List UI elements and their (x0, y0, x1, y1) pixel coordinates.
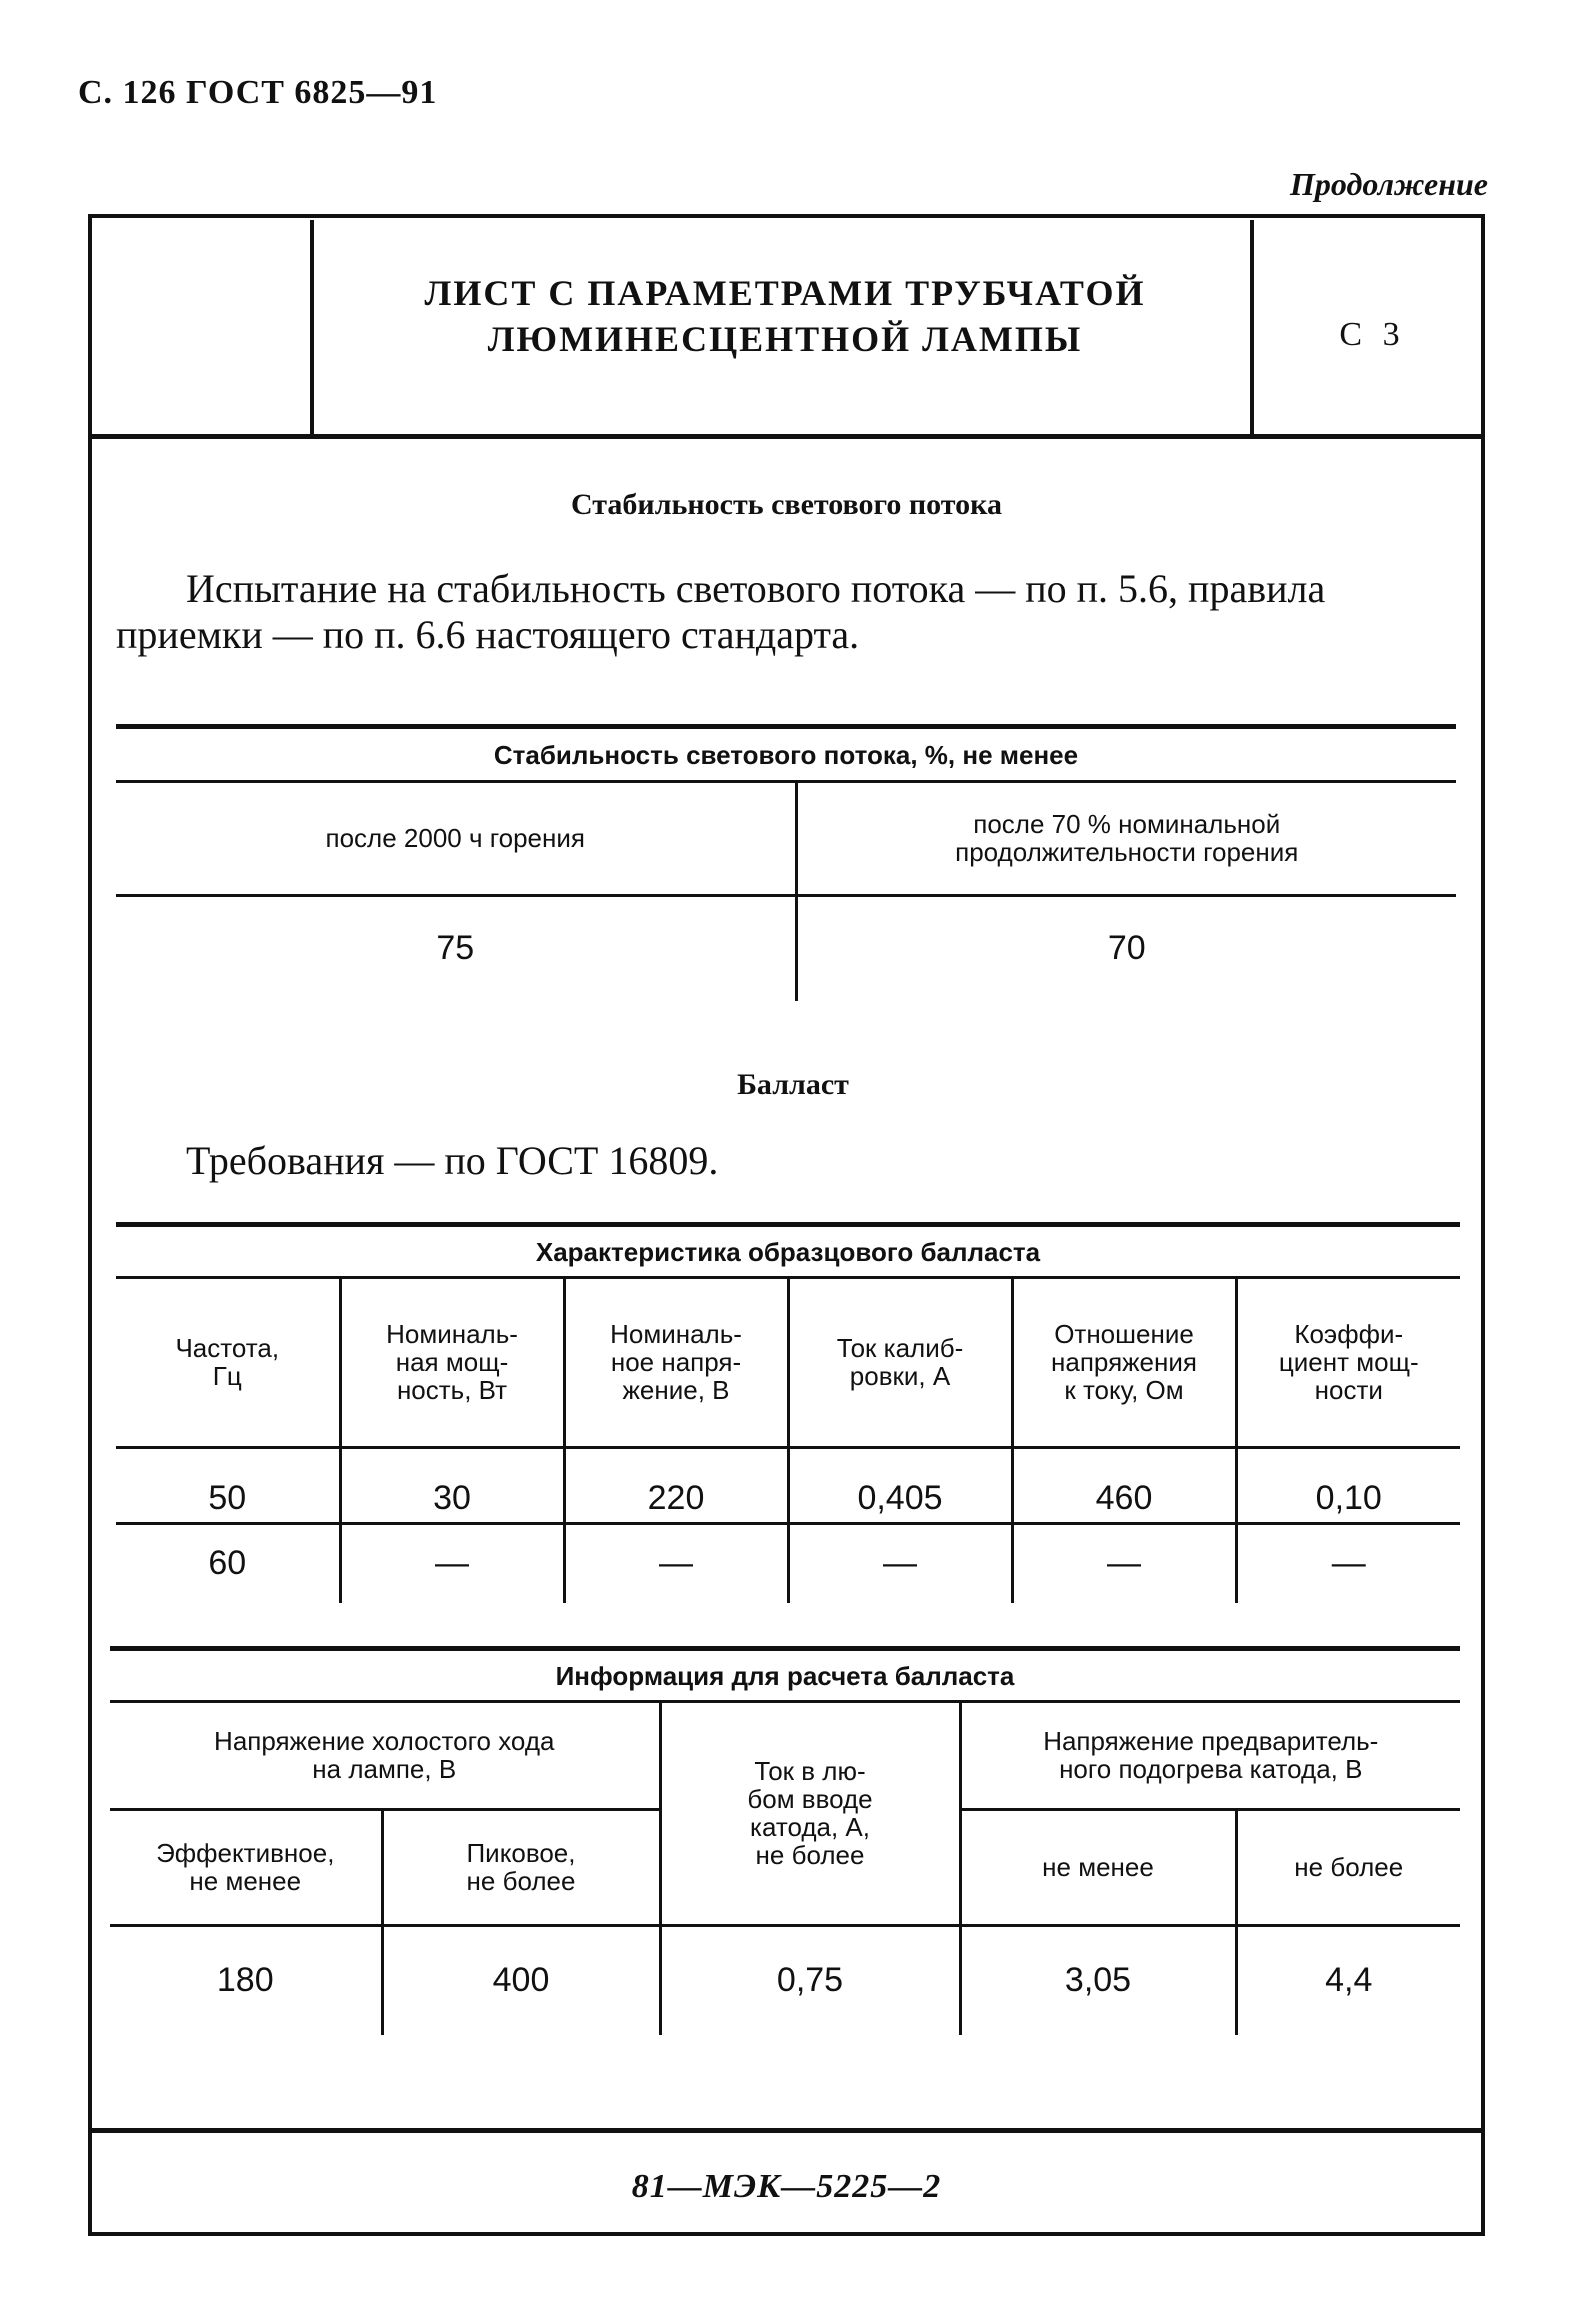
ref-cell-calibration-current: 0,405 (788, 1447, 1012, 1523)
calc-header-open-circuit-voltage: Напряжение холостого хода на лампе, В (110, 1703, 660, 1809)
title-divider-right (1250, 220, 1254, 434)
table-row (110, 1925, 1460, 2035)
sheet-title-line2: ЛЮМИНЕСЦЕНТНОЙ ЛАМПЫ (487, 319, 1083, 359)
calc-value-preheat-max: 4,4 (1325, 1961, 1373, 2000)
ref-header-voltage-current-ratio: Отношение напряжения к току, Ом (1012, 1279, 1236, 1447)
stability-table (116, 783, 1456, 1001)
ref-header-voltage: Номиналь- ное напря- жение, В (564, 1279, 788, 1447)
reference-ballast-table (116, 1279, 1460, 1603)
ref-header-frequency: Частота, Гц (116, 1279, 340, 1447)
stability-col1-value: 75 (116, 895, 796, 1001)
title-divider-left (310, 220, 314, 434)
stability-table-top-rule (116, 724, 1456, 729)
stability-col2-value: 70 (1107, 929, 1146, 968)
sheet-title-line1: ЛИСТ С ПАРАМЕТРАМИ ТРУБЧАТОЙ (424, 273, 1146, 313)
calc-table-top-rule (110, 1646, 1460, 1651)
calc-value-effective: 180 (110, 1925, 382, 2035)
footer-code: 81—МЭК—5225—2 (631, 2168, 942, 2205)
calc-subheader-peak: Пиковое, не более (382, 1809, 660, 1925)
ref-cell-power: 30 (340, 1447, 564, 1523)
calc-value-peak: 400 (382, 1925, 660, 2035)
ref-cell-ratio: 460 (1012, 1447, 1236, 1523)
continuation-label: Продолжение (1290, 166, 1488, 202)
title-separator (88, 434, 1485, 439)
sheet-code: С 3 (1339, 316, 1406, 353)
ref-header-power: Номиналь- ная мощ- ность, Вт (340, 1279, 564, 1447)
stability-heading: Стабильность светового потока (571, 488, 1002, 521)
ref-cell-power: — (340, 1523, 564, 1603)
footer-rule (88, 2128, 1485, 2133)
ballast-paragraph: Требования — по ГОСТ 16809. (186, 1138, 719, 1183)
ballast-calculation-table (110, 1703, 1460, 2035)
ref-table-top-rule (116, 1222, 1460, 1227)
ref-cell-power-factor: 0,10 (1315, 1478, 1382, 1517)
sheet-title (320, 270, 1250, 362)
ref-cell-voltage: — (564, 1523, 788, 1603)
ref-cell-calibration-current: — (788, 1523, 1012, 1603)
ref-header-power-factor: Коэффи- циент мощ- ности (1278, 1319, 1419, 1406)
ballast-heading: Балласт (737, 1068, 849, 1101)
calc-subheader-max: не более (1294, 1852, 1404, 1882)
calc-header-preheat-voltage: Напряжение предваритель- ного подогрева катода, В (960, 1703, 1460, 1809)
calc-header-cathode-current: Ток в лю- бом вводе катода, А, не более (660, 1703, 960, 1925)
calc-table-caption: Информация для расчета балласта (555, 1661, 1015, 1691)
table-row (116, 1523, 1460, 1603)
ref-table-caption: Характеристика образцового балласта (535, 1237, 1041, 1267)
calc-value-current: 0,75 (660, 1925, 960, 2035)
stability-col2-header: после 70 % номинальной продолжительности горения (955, 809, 1299, 868)
ref-cell-ratio: — (1012, 1523, 1236, 1603)
page-reference: С. 126 ГОСТ 6825—91 (78, 74, 438, 111)
calc-value-preheat-min: 3,05 (960, 1925, 1236, 2035)
table-row (116, 1447, 1460, 1523)
ref-cell-voltage: 220 (564, 1447, 788, 1523)
calc-subheader-min: не менее (960, 1809, 1236, 1925)
stability-col1-header: после 2000 ч горения (116, 783, 796, 895)
ref-cell-frequency: 60 (116, 1523, 340, 1603)
stability-table-caption: Стабильность светового потока, %, не менее (493, 740, 1079, 770)
ref-header-calibration-current: Ток калиб- ровки, А (788, 1279, 1012, 1447)
ref-cell-power-factor: — (1331, 1544, 1366, 1583)
calc-subheader-effective: Эффективное, не менее (110, 1809, 382, 1925)
ref-cell-frequency: 50 (116, 1447, 340, 1523)
stability-paragraph: Испытание на стабильность светового потока — по п. 5.6, правила приемки — по п. 6.6 настоящего стандарта. (116, 566, 1326, 657)
